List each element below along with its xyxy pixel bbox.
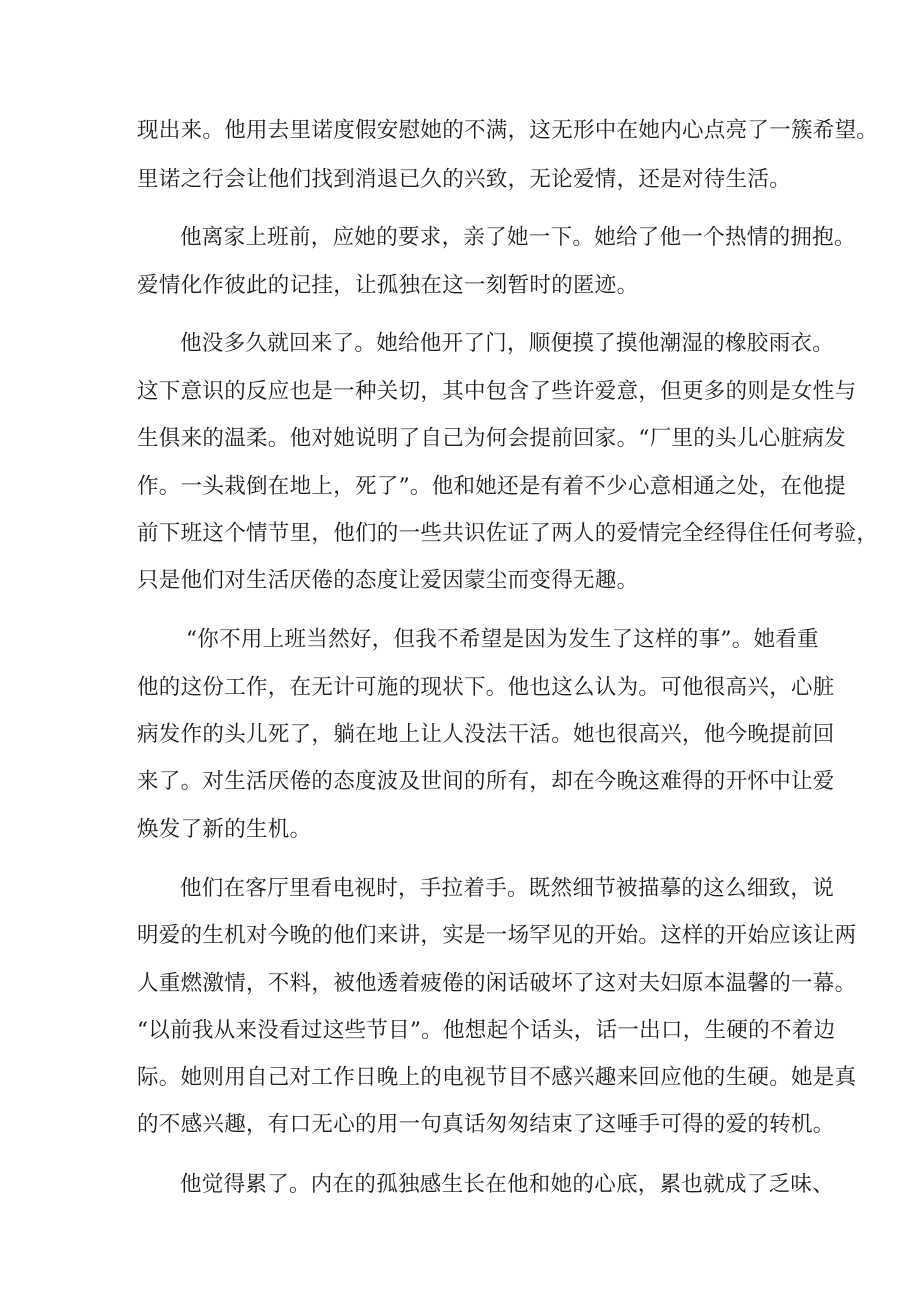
text-line: 爱情化作彼此的记挂，让孤独在这一刻暂时的匿迹。 bbox=[137, 273, 639, 298]
text-line: 的不感兴趣，有口无心的用一句真话匆匆结束了这唾手可得的爱的转机。 bbox=[137, 1112, 835, 1137]
text-line: 焕发了新的生机。 bbox=[137, 817, 312, 842]
text-line: 病发作的头儿死了，躺在地上让人没法干活。她也很高兴，他今晚提前回 bbox=[137, 722, 835, 747]
text-line: 他觉得累了。内在的孤独感生长在他和她的心底，累也就成了乏味、 bbox=[180, 1172, 835, 1197]
text-line: 这下意识的反应也是一种关切，其中包含了些许爱意，但更多的则是女性与 bbox=[137, 379, 857, 404]
text-line: 他离家上班前，应她的要求，亲了她一下。她给了他一个热情的拥抱。 bbox=[180, 225, 856, 250]
text-line: 作。一头栽倒在地上，死了”。他和她还是有着不少心意相通之处，在他提 bbox=[137, 474, 846, 499]
text-line: 明爱的生机对今晚的他们来讲，实是一场罕见的开始。这样的开始应该让两 bbox=[137, 923, 857, 948]
text-line: 他没多久就回来了。她给他开了门，顺便摸了摸他潮湿的橡胶雨衣。 bbox=[180, 331, 835, 356]
text-line: 前下班这个情节里，他们的一些共识佐证了两人的爱情完全经得住任何考验， bbox=[137, 521, 879, 546]
text-line: “你不用上班当然好，但我不希望是因为发生了这样的事”。她看重 bbox=[186, 627, 819, 652]
text-line: 现出来。他用去里诺度假安慰她的不满，这无形中在她内心点亮了一簇希望。 bbox=[137, 118, 879, 143]
text-line: 他们在客厅里看电视时，手拉着手。既然细节被描摹的这么细致，说 bbox=[180, 876, 835, 901]
text-line: “以前我从来没看过这些节目”。他想起个话头，话一出口，生硬的不着边 bbox=[137, 1018, 836, 1043]
text-line: 只是他们对生活厌倦的态度让爱因蒙尘而变得无趣。 bbox=[137, 568, 639, 593]
text-line: 里诺之行会让他们找到消退已久的兴致，无论爱情，还是对待生活。 bbox=[137, 167, 792, 192]
text-line: 来了。对生活厌倦的态度波及世间的所有，却在今晚这难得的开怀中让爱 bbox=[137, 769, 835, 794]
text-line: 他的这份工作，在无计可施的现状下。他也这么认为。可他很高兴，心脏 bbox=[137, 675, 835, 700]
text-line: 生俱来的温柔。他对她说明了自己为何会提前回家。“厂里的头儿心脏病发 bbox=[137, 426, 846, 451]
text-line: 人重燃激情，不料，被他透着疲倦的闲话破坏了这对夫妇原本温馨的一幕。 bbox=[137, 971, 857, 996]
text-line: 际。她则用自己对工作日晚上的电视节目不感兴趣来回应他的生硬。她是真 bbox=[137, 1065, 857, 1090]
